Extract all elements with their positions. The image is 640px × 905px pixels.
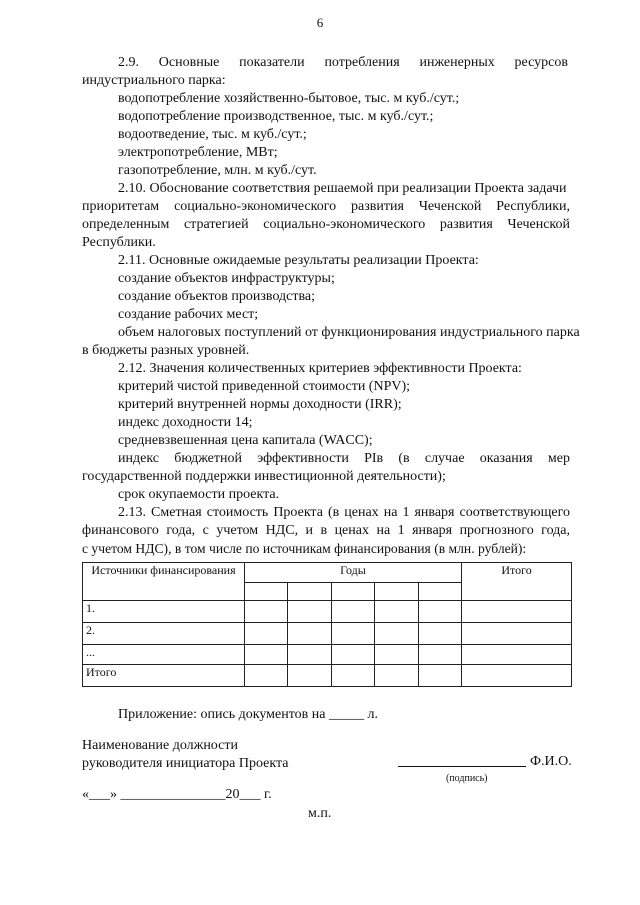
s210-line2: приоритетам социально-экономического развития Чеченской Республики, — [82, 199, 570, 214]
table-cell — [331, 583, 374, 601]
s211-line1: 2.11. Основные ожидаемые результаты реализации Проекта: — [118, 253, 479, 268]
s29-item: газопотребление, млн. м куб./сут. — [118, 163, 317, 178]
s210-line1: 2.10. Обоснование соответствия решаемой при реализации Проекта задачи — [118, 181, 567, 196]
s29-word: Основные — [158, 55, 220, 70]
page-number: 6 — [316, 15, 324, 30]
s212-line1: 2.12. Значения количественных критериев эффективности Проекта: — [118, 361, 522, 376]
s213-line3: с учетом НДС), в том числе по источникам финансирования (в млн. рублей): — [82, 541, 527, 556]
table-cell — [375, 583, 418, 601]
stamp-label: м.п. — [308, 806, 332, 821]
s29-word: инженерных — [419, 55, 495, 70]
s29-word: ресурсов — [514, 55, 568, 70]
s212-item: критерий внутренней нормы доходности (IRR); — [118, 397, 402, 412]
s211-item: в бюджеты разных уровней. — [82, 343, 250, 358]
signature-caption: (подпись) — [446, 773, 488, 784]
table-row-label: 1. — [83, 601, 245, 623]
s213-line2: финансового года, с учетом НДС, и в ценах на 1 января прогнозного года, — [82, 523, 570, 538]
s212-item: индекс доходности 14; — [118, 415, 253, 430]
s29-word: потребления — [324, 55, 400, 70]
s210-line3: определенным стратегией социально-экономического развития Чеченской — [82, 217, 570, 232]
table-cell — [245, 583, 288, 601]
s29-line2: индустриального парка: — [82, 73, 226, 88]
s212-item: срок окупаемости проекта. — [118, 487, 280, 502]
table-row — [83, 645, 572, 665]
s29-item: водопотребление хозяйственно-бытовое, тыс. м куб./сут.; — [118, 91, 460, 106]
s29-line1 — [118, 55, 568, 71]
s210-line4: Республики. — [82, 235, 156, 250]
s211-item: создание объектов инфраструктуры; — [118, 271, 335, 286]
table-row-label: ... — [83, 645, 245, 665]
appendix-text: Приложение: опись документов на _____ л. — [118, 707, 378, 722]
table-row — [83, 623, 572, 645]
table-header-total: Итого — [462, 563, 572, 601]
s29-item: электропотребление, МВт; — [118, 145, 278, 160]
table-header-source: Источники финансирования — [83, 563, 245, 601]
fio-label: Ф.И.О. — [530, 754, 572, 769]
s213-line1: 2.13. Сметная стоимость Проекта (в ценах на 1 января соответствующего — [118, 505, 570, 520]
s212-item: средневзвешенная цена капитала (WACC); — [118, 433, 373, 448]
s29-item: водопотребление производственное, тыс. м куб./сут.; — [118, 109, 434, 124]
s212-item: государственной поддержки инвестиционной деятельности); — [82, 469, 446, 484]
s29-word: показатели — [239, 55, 305, 70]
position-line2: руководителя инициатора Проекта — [82, 756, 289, 771]
s211-item: создание объектов производства; — [118, 289, 316, 304]
financing-table — [82, 562, 572, 686]
table-row-label: Итого — [83, 665, 245, 687]
table-row-label: 2. — [83, 623, 245, 645]
table-cell — [288, 583, 331, 601]
table-header-years: Годы — [245, 563, 462, 583]
s212-item: критерий чистой приведенной стоимости (NPV); — [118, 379, 411, 394]
table-cell — [418, 583, 461, 601]
date-line: «___» _______________20___ г. — [82, 787, 272, 802]
s29-item: водоотведение, тыс. м куб./сут.; — [118, 127, 307, 142]
s211-item: объем налоговых поступлений от функционирования индустриального парка — [118, 325, 580, 340]
s212-item: индекс бюджетной эффективности PIв (в случае оказания мер — [118, 451, 570, 466]
signature-line — [398, 766, 526, 767]
table-row — [83, 601, 572, 623]
s29-word: 2.9. — [118, 55, 139, 70]
table-row — [83, 665, 572, 687]
s211-item: создание рабочих мест; — [118, 307, 259, 322]
position-line1: Наименование должности — [82, 738, 238, 753]
